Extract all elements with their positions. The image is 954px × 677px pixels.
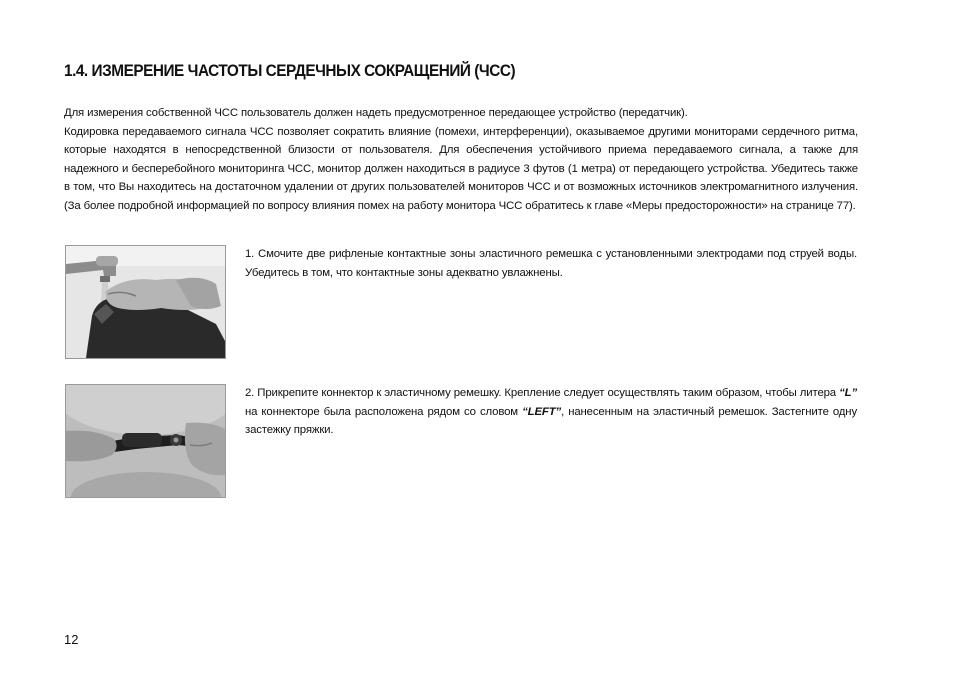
photo-wetting-strap [65, 245, 226, 359]
letter-l-emphasis: “L” [839, 387, 857, 399]
step-2-text-part-a: 2. Прикрепите коннектор к эластичному ремешку. Крепление следует осуществлять таким образом, чтобы литера [245, 387, 840, 399]
faucet-hands-illustration [66, 246, 225, 358]
step-2-text-part-c: , нанесенным на эластичный ремешок. Застегните одну застежку пряжки. [245, 405, 857, 437]
intro-text [64, 104, 858, 216]
step-2-text-part-b: на коннекторе была расположена рядом со словом [245, 405, 523, 418]
section-title: 1.4. ИЗМЕРЕНИЕ ЧАСТОТЫ СЕРДЕЧНЫХ СОКРАЩЕНИЙ (ЧСС) [64, 62, 516, 80]
step-1-text: 1. Смочите две рифленые контактные зоны эластичного ремешка с установленными электродами под струей воды. Убедитесь в том, что контактные зоны адекватно увлажнены. [245, 248, 857, 279]
step-2-text [245, 384, 857, 440]
intro-paragraph-1: Для измерения собственной ЧСС пользователь должен надеть предусмотренное передающее устройство (передатчик). [64, 107, 688, 119]
intro-paragraph-2: Кодировка передаваемого сигнала ЧСС позволяет сократить влияние (помехи, интерференции), оказываемое другими мониторами сердечного ритма, которые находятся в непосредственной близости от пользователя. Для обеспечения устойчивого приема передаваемого сигнала, а также для надежного и бесперебойного мониторинга ЧСС, монитор должен находиться в радиусе 3 футов (1 метра) от передающего устройства. Убедитесь также в том, что Вы находитесь на достаточном удалении от других пользователей мониторов ЧСС и от возможных источников электромагнитного излучения. (За более подробной информацией по вопросу влияния помех на работу монитора ЧСС обратитесь к главе «Меры предосторожности» на странице 77). [64, 125, 858, 212]
chest-strap-illustration [66, 385, 225, 497]
page-number: 12 [64, 632, 79, 647]
photo-attaching-connector [65, 384, 226, 498]
left-word-emphasis: “LEFT” [522, 405, 562, 418]
